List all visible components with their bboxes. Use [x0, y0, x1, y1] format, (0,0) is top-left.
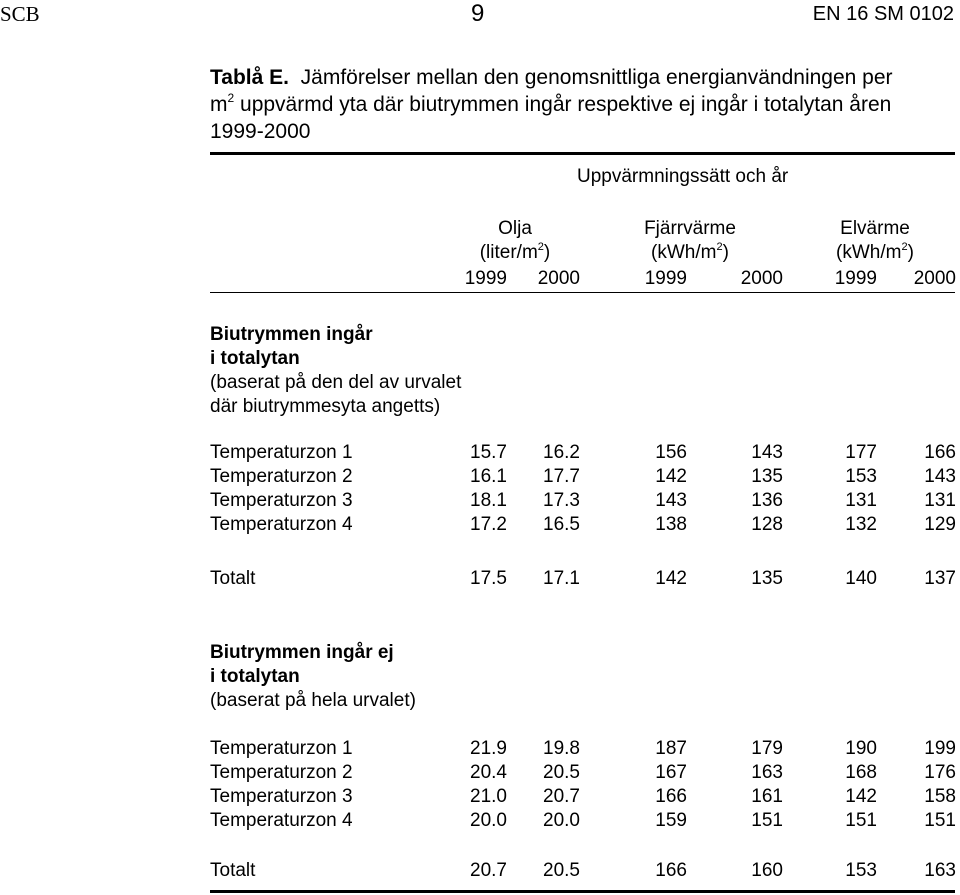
section1-note: (baserat på den del av urvalet: [210, 372, 462, 393]
caption-line-3: 1999-2000: [210, 120, 311, 143]
year-header: 1999: [464, 268, 507, 289]
table-cell: 143: [655, 490, 687, 511]
table-row-label: Temperaturzon 1: [210, 738, 353, 759]
total-cell: 135: [751, 568, 783, 589]
page-number: 9: [471, 0, 485, 27]
section2-title: Biutrymmen ingår ej: [210, 642, 394, 663]
caption-line2-text: uppvärmd yta där biutrymmen ingår respektive ej ingår i totalytan åren: [234, 93, 892, 116]
total-cell: 20.7: [470, 860, 507, 881]
table-cell: 143: [924, 466, 956, 487]
year-header: 2000: [537, 268, 580, 289]
col-header-elvarme: Elvärme: [840, 218, 910, 239]
table-cell: 20.4: [470, 762, 507, 783]
col-unit-fjarrvarme: $(kWh/m^2)$: [651, 241, 729, 263]
table-cell: 142: [655, 466, 687, 487]
table-cell: 20.7: [543, 786, 580, 807]
header-rule: [210, 292, 955, 293]
table-bottom-rule: [210, 890, 955, 893]
total-cell: 17.1: [543, 568, 580, 589]
table-cell: 167: [655, 762, 687, 783]
year-header: 1999: [644, 268, 687, 289]
table-cell: 18.1: [470, 490, 507, 511]
table-cell: 176: [924, 762, 956, 783]
col-unit-olja: $(liter/m^2)$: [479, 241, 551, 263]
table-cell: 151: [845, 810, 877, 831]
total-cell: 163: [924, 860, 956, 881]
total-cell: 142: [655, 568, 687, 589]
table-cell: 156: [655, 442, 687, 463]
table-cell: 151: [751, 810, 783, 831]
caption-m: m: [210, 93, 228, 116]
table-row-label: Temperaturzon 4: [210, 810, 353, 831]
spanner-header: Uppvärmningssätt och år: [577, 166, 789, 187]
header-right-text: EN 16 SM 0102: [812, 3, 954, 25]
caption-sup: 2: [227, 91, 235, 105]
table-cell: 177: [845, 442, 877, 463]
total-row-label: Totalt: [210, 860, 256, 881]
table-row-label: Temperaturzon 1: [210, 442, 353, 463]
table-cell: 138: [655, 514, 687, 535]
table-cell: 16.1: [470, 466, 507, 487]
table-cell: 17.7: [543, 466, 580, 487]
table-row-label: Temperaturzon 3: [210, 490, 353, 511]
table-top-rule: [210, 152, 955, 155]
section1-title-2: i totalytan: [210, 348, 300, 369]
table-cell: 151: [924, 810, 956, 831]
caption-line-2: [210, 93, 891, 117]
table-cell: 20.0: [470, 810, 507, 831]
table-cell: 187: [655, 738, 687, 759]
table-cell: 161: [751, 786, 783, 807]
total-row-label: Totalt: [210, 568, 256, 589]
total-cell: 17.5: [470, 568, 507, 589]
section2-note: (baserat på hela urvalet): [210, 690, 416, 711]
table-cell: 19.8: [543, 738, 580, 759]
table-cell: 135: [751, 466, 783, 487]
section2-title-2: i totalytan: [210, 666, 300, 687]
table-cell: 166: [655, 786, 687, 807]
table-cell: 168: [845, 762, 877, 783]
table-cell: 153: [845, 466, 877, 487]
table-cell: 131: [845, 490, 877, 511]
table-cell: 163: [751, 762, 783, 783]
year-header: 2000: [740, 268, 783, 289]
table-cell: 159: [655, 810, 687, 831]
total-cell: 140: [845, 568, 877, 589]
table-cell: 129: [924, 514, 956, 535]
header-left-text: SCB: [0, 2, 40, 26]
caption-line1-text: Jämförelser mellan den genomsnittliga energianvändningen per: [300, 66, 893, 89]
table-cell: 21.0: [470, 786, 507, 807]
table-row-label: Temperaturzon 2: [210, 762, 353, 783]
total-cell: 166: [655, 860, 687, 881]
table-cell: 142: [845, 786, 877, 807]
table-row-label: Temperaturzon 3: [210, 786, 353, 807]
total-cell: 160: [751, 860, 783, 881]
year-header: 2000: [913, 268, 956, 289]
section1-note-2: där biutrymmesyta angetts): [210, 396, 441, 417]
table-cell: 17.3: [543, 490, 580, 511]
section1-title: Biutrymmen ingår: [210, 324, 373, 345]
col-header-olja: Olja: [498, 218, 532, 239]
total-cell: 153: [845, 860, 877, 881]
table-cell: 132: [845, 514, 877, 535]
table-cell: 20.0: [543, 810, 580, 831]
table-cell: 20.5: [543, 762, 580, 783]
total-cell: 137: [924, 568, 956, 589]
table-cell: 143: [751, 442, 783, 463]
table-cell: 199: [924, 738, 956, 759]
table-cell: 16.5: [543, 514, 580, 535]
table-cell: 136: [751, 490, 783, 511]
caption-line-1: [210, 66, 893, 90]
table-cell: 158: [924, 786, 956, 807]
table-cell: 166: [924, 442, 956, 463]
table-row-label: Temperaturzon 4: [210, 514, 353, 535]
table-cell: 131: [924, 490, 956, 511]
table-row-label: Temperaturzon 2: [210, 466, 353, 487]
col-unit-elvarme: $(kWh/m^2)$: [836, 241, 914, 263]
table-cell: 17.2: [470, 514, 507, 535]
total-cell: 20.5: [543, 860, 580, 881]
table-cell: 128: [751, 514, 783, 535]
col-header-fjarrvarme: Fjärrvärme: [644, 218, 736, 239]
caption-label: Tablå E.: [210, 66, 289, 89]
table-cell: 179: [751, 738, 783, 759]
year-header: 1999: [834, 268, 877, 289]
table-cell: 190: [845, 738, 877, 759]
table-cell: 16.2: [543, 442, 580, 463]
table-cell: 15.7: [470, 442, 507, 463]
table-cell: 21.9: [470, 738, 507, 759]
